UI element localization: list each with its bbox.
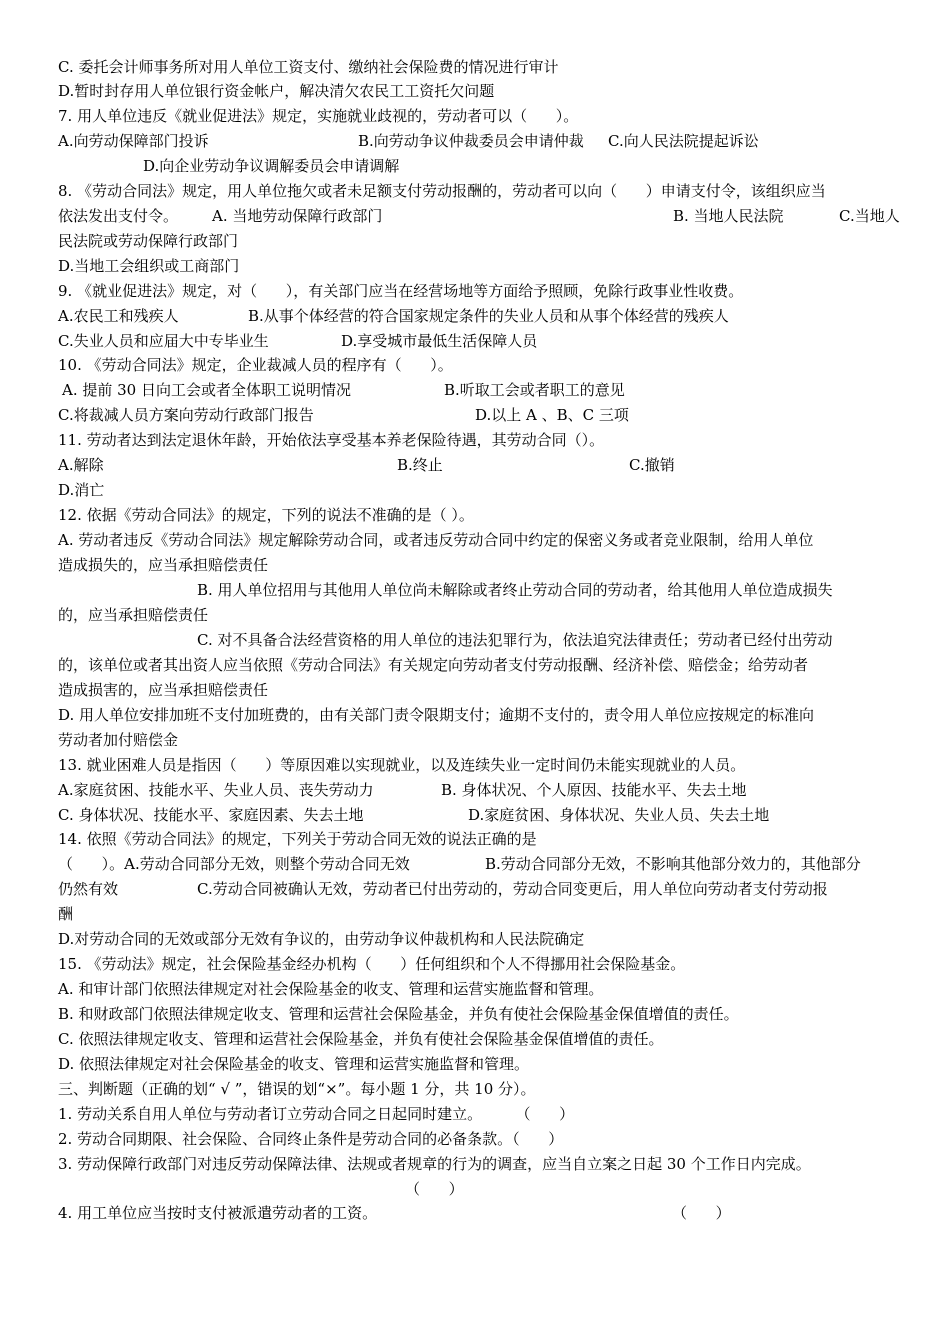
option-c: C.将裁减人员方案向劳动行政部门报告: [58, 406, 314, 424]
option-b: B.终止: [397, 456, 443, 474]
question-15: 15. 《劳动法》规定，社会保险基金经办机构（ ）任何组织和个人不得挪用社会保险基金。: [58, 955, 686, 973]
option-a: A. 当地劳动保障行政部门: [212, 207, 383, 225]
text-line: 劳动者加付赔偿金: [58, 731, 179, 749]
text-line: 依法发出支付令。: [58, 207, 179, 225]
text-line: 的，该单位或者其出资人应当依照《劳动合同法》有关规定向劳动者支付劳动报酬、经济补偿、赔偿金；给劳动者: [58, 656, 809, 674]
text-line: 民法院或劳动保障行政部门: [58, 232, 239, 250]
option-a: A.农民工和残疾人: [58, 307, 179, 325]
option-d: D.享受城市最低生活保障人员: [341, 332, 538, 350]
judgment-3: 3. 劳动保障行政部门对违反劳动保障法律、法规或者规章的行为的调查，应当自立案之日起 30 个工作日内完成。: [58, 1155, 811, 1173]
option-b: B. 和财政部门依照法律规定收支、管理和运营社会保险基金，并负有使社会保险基金保值增值的责任。: [58, 1005, 739, 1023]
question-13: 13. 就业困难人员是指因（ ）等原因难以实现就业，以及连续失业一定时间仍未能实现就业的人员。: [58, 756, 746, 774]
option-c: C.劳动合同被确认无效，劳动者已付出劳动的，劳动合同变更后，用人单位向劳动者支付劳动报: [197, 880, 828, 898]
option-a: A.解除: [58, 456, 104, 474]
option-b: B. 当地人民法院: [673, 207, 784, 225]
question-11: 11. 劳动者达到法定退休年龄，开始依法享受基本养老保险待遇，其劳动合同（）。: [58, 431, 605, 449]
option-a: A.向劳动保障部门投诉: [58, 132, 209, 150]
option-b: B. 用人单位招用与其他用人单位尚未解除或者终止劳动合同的劳动者，给其他用人单位造成损失: [197, 581, 833, 599]
option-d: D.以上 A 、B、C 三项: [475, 406, 629, 424]
option-c: C.当地人: [839, 207, 900, 225]
option-c: C.向人民法院提起诉讼: [608, 132, 759, 150]
question-12: 12. 依据《劳动合同法》的规定，下列的说法不准确的是（ ）。: [58, 506, 474, 524]
text-line: 仍然有效: [58, 880, 119, 898]
option-a: （ ）。A.劳动合同部分无效，则整个劳动合同无效: [58, 855, 410, 873]
option-b: B.向劳动争议仲裁委员会申请仲裁: [358, 132, 584, 150]
option-d: D.当地工会组织或工商部门: [58, 257, 240, 275]
option-d: D.消亡: [58, 481, 105, 499]
option-c: C. 对不具备合法经营资格的用人单位的违法犯罪行为，依法追究法律责任；劳动者已经付出劳动: [197, 631, 833, 649]
answer-blank: （ ）: [405, 1180, 464, 1198]
option-d: D.对劳动合同的无效或部分无效有争议的，由劳动争议仲裁机构和人民法院确定: [58, 930, 585, 948]
option-b: B. 身体状况、个人原因、技能水平、失去土地: [441, 781, 747, 799]
question-10: 10. 《劳动合同法》规定，企业裁减人员的程序有（ ）。: [58, 356, 453, 374]
text-line: 酬: [58, 905, 74, 923]
option-c: C. 依照法律规定收支、管理和运营社会保险基金，并负有使社会保险基金保值增值的责任。: [58, 1030, 664, 1048]
option-b: B.听取工会或者职工的意见: [444, 381, 625, 399]
option-a: A. 提前 30 日向工会或者全体职工说明情况: [62, 381, 351, 399]
option-d: D. 用人单位安排加班不支付加班费的，由有关部门责令限期支付；逾期不支付的，责令用人单位应按规定的标准向: [58, 706, 815, 724]
answer-blank: （ ）: [672, 1204, 731, 1222]
option-d: D.家庭贫困、身体状况、失业人员、失去土地: [468, 806, 770, 824]
judgment-2: 2. 劳动合同期限、社会保险、合同终止条件是劳动合同的必备条款。（ ）: [58, 1130, 564, 1148]
option-d: D.向企业劳动争议调解委员会申请调解: [143, 157, 400, 175]
question-9: 9. 《就业促进法》规定，对（ ），有关部门应当在经营场地等方面给予照顾，免除行政事业性收费。: [58, 282, 744, 300]
question-14: 14. 依照《劳动合同法》的规定，下列关于劳动合同无效的说法正确的是: [58, 830, 537, 848]
option-d: D. 依照法律规定对社会保险基金的收支、管理和运营实施监督和管理。: [58, 1055, 530, 1073]
option-b: B.从事个体经营的符合国家规定条件的失业人员和从事个体经营的残疾人: [248, 307, 729, 325]
option-a: A. 劳动者违反《劳动合同法》规定解除劳动合同，或者违反劳动合同中约定的保密义务或者竞业限制，给用人单位: [58, 531, 814, 549]
text-line: 造成损害的，应当承担赔偿责任: [58, 681, 269, 699]
option-a: A.家庭贫困、技能水平、失业人员、丧失劳动力: [58, 781, 374, 799]
text-line: 的，应当承担赔偿责任: [58, 606, 209, 624]
text-line: 造成损失的，应当承担赔偿责任: [58, 556, 269, 574]
option-b: B.劳动合同部分无效，不影响其他部分效力的，其他部分: [485, 855, 861, 873]
judgment-1: 1. 劳动关系自用人单位与劳动者订立劳动合同之日起同时建立。 （ ）: [58, 1105, 575, 1123]
section-heading: 三、判断题（正确的划“ √ ”，错误的划“×”。每小题 1 分，共 10 分）。: [58, 1080, 536, 1098]
judgment-4: 4. 用工单位应当按时支付被派遣劳动者的工资。: [58, 1204, 378, 1222]
option-c: C.撤销: [629, 456, 675, 474]
question-7: 7. 用人单位违反《就业促进法》规定，实施就业歧视的，劳动者可以（ ）。: [58, 107, 579, 125]
option-a: A. 和审计部门依照法律规定对社会保险基金的收支、管理和运营实施监督和管理。: [58, 980, 604, 998]
text-line: D.暂时封存用人单位银行资金帐户，解决清欠农民工工资托欠问题: [58, 82, 495, 100]
option-c: C. 身体状况、技能水平、家庭因素、失去土地: [58, 806, 364, 824]
text-line: C. 委托会计师事务所对用人单位工资支付、缴纳社会保险费的情况进行审计: [58, 58, 559, 76]
question-8: 8. 《劳动合同法》规定，用人单位拖欠或者未足额支付劳动报酬的，劳动者可以向（ ）申请支付令，该组织应当: [58, 182, 826, 200]
option-c: C.失业人员和应届大中专毕业生: [58, 332, 269, 350]
